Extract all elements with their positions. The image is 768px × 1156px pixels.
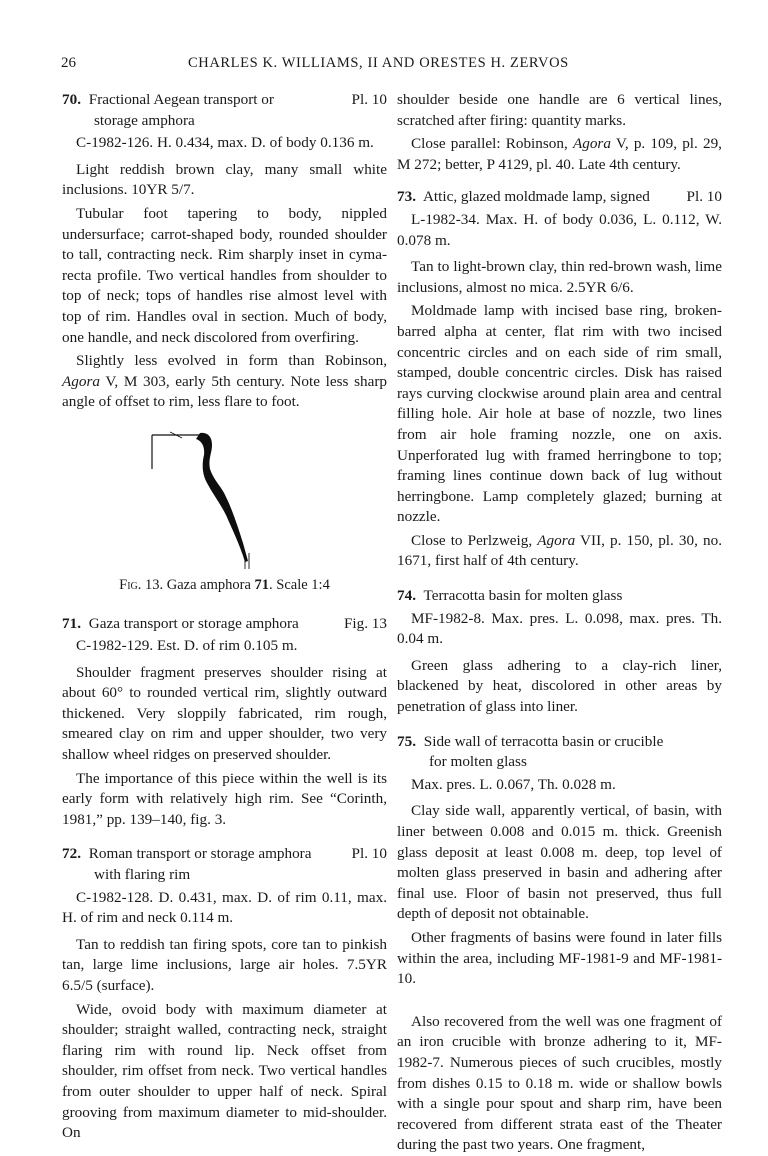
catalog-entry-74 (397, 586, 722, 718)
inventory-line: C-1982-128. D. 0.431, max. D. of rim 0.11, max. H. of rim and neck 0.114 m. (62, 888, 387, 927)
catalog-entry-72 (62, 844, 387, 1143)
entry-number: 75. (397, 732, 416, 750)
entry-number: 73. (397, 188, 416, 206)
entry-heading (397, 732, 722, 773)
paragraph: Light reddish brown clay, many small white inclusions. 10YR 5/7. (62, 160, 387, 199)
entry-number: 72. (62, 845, 81, 863)
entry-heading (397, 586, 722, 607)
entry-heading (62, 90, 387, 131)
entry-title-line: Gaza transport or storage amphora (88, 614, 299, 632)
inventory-line: Max. pres. L. 0.067, Th. 0.028 m. (411, 775, 616, 793)
entry-title-line: Fractional Aegean transport or (88, 91, 274, 108)
plate-reference: Pl. 10 (351, 845, 387, 863)
paragraph: Other fragments of basins were found in later fills within the area, including MF-1981-9 and MF-1981-10. (397, 928, 722, 988)
paragraph: Moldmade lamp with incised base ring, broken-barred alpha at center, flat rim with two incised concentric circles and on each side of rim small, stamped, double concentric circles. Disk has raised rays curving clockwise around plain area and central filling hole. Air hole at base of nozzle, two lines from air hole framing nozzle, one on axis. Unperforated lug with framed herringbone to top; framing lines continue down back of lug without herringbone. Lamp completely glazed; burning at nozzle. (397, 302, 722, 526)
catalog-entry-73 (397, 187, 722, 572)
paragraph: Tan to light-brown clay, thin red-brown wash, lime inclusions, almost no mica. 2.5YR 6/6. (397, 258, 722, 296)
running-head: CHARLES K. WILLIAMS, II AND ORESTES H. ZERVOS (188, 55, 569, 71)
inventory-line: L-1982-34. Max. H. of body 0.036, L. 0.112, W. 0.078 m. (397, 210, 722, 249)
amphora-wall-section (196, 433, 248, 562)
entry-title (397, 732, 722, 773)
entry-title-line: with flaring rim (94, 866, 191, 884)
figure-caption: Fig. 13. Gaza amphora 71. Scale 1:4 (119, 576, 330, 593)
inventory-line: MF-1982-8. Max. pres. L. 0.098, max. pres. Th. 0.04 m. (397, 609, 722, 648)
entry-title-line: Attic, glazed moldmade lamp, signed (422, 188, 650, 206)
page-number: 26 (61, 55, 76, 71)
entry-title (62, 90, 344, 131)
figure-13 (62, 429, 387, 569)
paragraph: Shoulder fragment preserves shoulder rising at about 60° to rounded vertical rim, slightly outward thickened. Very sloppily fabricated, rim rough, smeared clay on rim and upper shoulder, two very shallow wheel ridges on preserved shoulder. (62, 663, 387, 764)
left-column (62, 90, 387, 1144)
entry-title-line: Terracotta basin for molten glass (423, 587, 623, 605)
entry-title-line: Side wall of terracotta basin or crucible (423, 732, 664, 750)
amphora-profile-drawing (142, 429, 272, 569)
entry-title-line: storage amphora (94, 111, 195, 129)
paragraph: Green glass adhering to a clay-rich liner, blackened by heat, discolored in other areas by penetration of glass into liner. (397, 656, 722, 716)
paragraph: Close to Perlzweig, Agora VII, p. 150, pl. 30, no. 1671, first half of 4th century. (397, 531, 722, 570)
paragraph: The importance of this piece within the well is its early form with relatively high rim. See “Corinth, 1981,” pp. 139–140, fig. 3. (62, 769, 387, 828)
entry-title (397, 187, 679, 208)
paragraph: Slightly less evolved in form than Robinson, Agora V, M 303, early 5th century. Note less sharp angle of offset to rim, less flare to foot. (62, 352, 387, 411)
paragraph-continued: shoulder beside one handle are 6 vertical lines, scratched after firing: quantity marks. (397, 91, 722, 129)
entry-title (62, 614, 336, 635)
entry-number: 70. (62, 91, 81, 108)
paragraph: Clay side wall, apparently vertical, of basin, with liner between 0.008 and 0.015 m. thick. Greenish glass deposit at least 0.008 m. deep, top level of molten glass preserved in basin and adhering after final use. Floor of basin not preserved, thus full depth of deposit not obtainable. (397, 802, 722, 923)
entry-title (62, 844, 344, 885)
entry-title (397, 586, 722, 607)
entry-title-line: Roman transport or storage amphora (88, 845, 312, 863)
plate-reference: Pl. 10 (351, 91, 387, 108)
catalog-entry-70 (62, 90, 387, 413)
catalog-entry-75 (397, 732, 722, 990)
plate-reference: Pl. 10 (686, 188, 722, 206)
paragraph: Tubular foot tapering to body, nippled undersurface; carrot-shaped body, rounded shoulder to tall, contracting neck. Rim sharply inset in cyma-recta profile. Two vertical handles from shoulder to top of neck; tops of handles rise almost level with top of rim. Handles oval in section. Much of body, one handle, and neck discolored from overfiring. (62, 204, 387, 346)
plate-reference: Fig. 13 (343, 614, 387, 632)
inventory-line: C-1982-126. H. 0.434, max. D. of body 0.136 m. (76, 134, 374, 152)
paragraph: Tan to reddish tan firing spots, core tan to pinkish tan, large lime inclusions, large air holes. 7.5YR 6.5/5 (surface). (62, 935, 387, 994)
entry-title-line: for molten glass (429, 753, 527, 771)
entry-number: 74. (397, 587, 416, 605)
entry-heading (62, 844, 387, 885)
paragraph: Wide, ovoid body with maximum diameter at shoulder; straight walled, contracting neck, straight flaring rim with round lip. Neck offset from shoulder, rim offset from neck. Two vertical handles from outer shoulder to upper half of neck. Spiral grooving from maximum diameter to mid-shoulder. On (62, 1000, 387, 1142)
paragraph: Close parallel: Robinson, Agora V, p. 109, pl. 29, M 272; better, P 4129, pl. 40. Late 4th century. (397, 135, 722, 173)
inventory-line: C-1982-129. Est. D. of rim 0.105 m. (76, 637, 298, 655)
catalog-entry-71 (62, 614, 387, 831)
entry-number: 71. (62, 614, 81, 632)
entry-heading (62, 614, 387, 635)
right-column (397, 90, 722, 1156)
closing-paragraph: Also recovered from the well was one fragment of an iron crucible with bronze adhering to it, MF-1982-7. Numerous pieces of such crucibles, mostly from dishes 0.15 to 0.18 m. wide or shallow bowls with a single pour spout and sharp rim, have been recovered from different strata east of the Theater during the past two years. One fragment, (397, 1012, 722, 1154)
entry-heading (397, 187, 722, 208)
